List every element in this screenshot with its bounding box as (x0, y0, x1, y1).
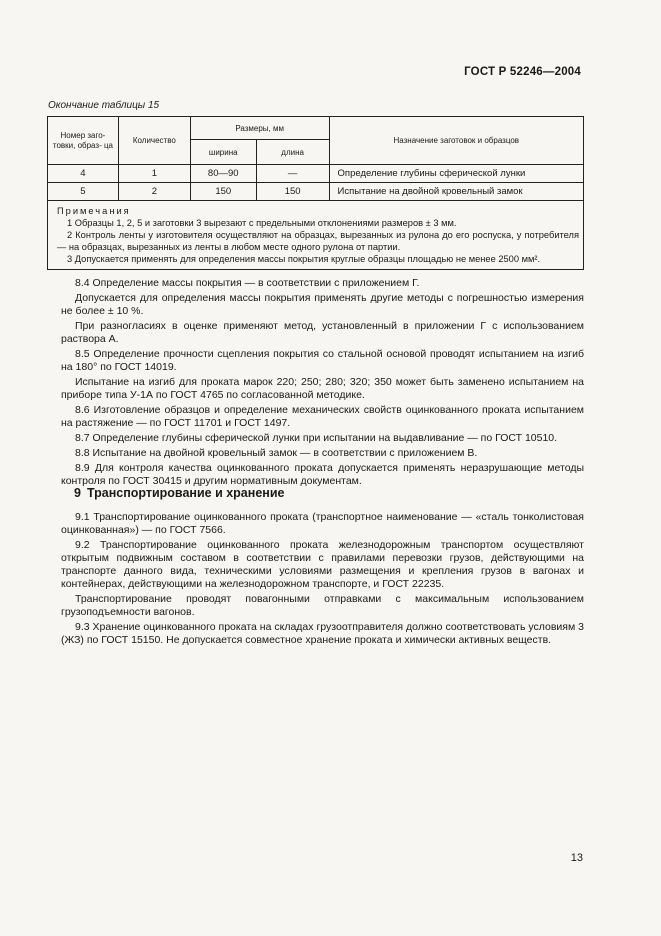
cell-length: 150 (256, 183, 329, 201)
paragraph: При разногласиях в оценке применяют метод, установленный в приложении Г с использованием раствора А. (61, 320, 584, 345)
paragraph: Испытание на изгиб для проката марок 220; 250; 280; 320; 350 может быть заменено испытанием на приборе типа У-1А по ГОСТ 4765 по согласованной методике. (61, 376, 584, 401)
notes-title: Примечания (57, 206, 131, 216)
paragraph: Допускается для определения массы покрытия применять другие методы с погрешностью измерения не более ± 10 %. (61, 292, 584, 317)
cell-width: 150 (190, 183, 256, 201)
paragraph: 8.6 Изготовление образцов и определение механических свойств оцинкованного проката испытанием на растяжение — по ГОСТ 11701 и ГОСТ 1497. (61, 404, 584, 429)
specimen-table (47, 116, 584, 270)
paragraph: 8.8 Испытание на двойной кровельный замок — в соответствии с приложением В. (75, 447, 478, 459)
paragraph: 8.7 Определение глубины сферической лунки при испытании на выдавливание — по ГОСТ 10510. (75, 432, 558, 444)
paragraph: 9.3 Хранение оцинкованного проката на складах грузоотправителя должно соответствовать условиям 3 (ЖЗ) по ГОСТ 15150. Не допускается совместное хранение проката и химически активных веществ. (61, 621, 584, 646)
note-item: 3 Допускается применять для определения массы покрытия круглые образцы площадью не менее 2500 мм². (67, 254, 541, 264)
table-notes (48, 201, 584, 270)
section-8-body (61, 277, 584, 490)
cell-quantity: 1 (118, 165, 190, 183)
paragraph: 9.2 Транспортирование оцинкованного проката железнодорожным транспортом осуществляют открытым подвижным составом в соответствии с правилами перевозки грузов, действующими на транспорте данного вида, техническими условиями размещения и крепления грузов в вагонах и контейнерах, действующими на железнодорожном транспорте, и ГОСТ 22235. (61, 539, 584, 590)
paragraph: 8.4 Определение массы покрытия — в соответствии с приложением Г. (75, 277, 420, 289)
header-number: Номер заго- товки, образ- ца (48, 117, 119, 165)
header-length: длина (256, 140, 329, 165)
table-caption: Окончание таблицы 15 (48, 100, 160, 111)
section-title-text: Транспортирование и хранение (86, 486, 285, 500)
cell-purpose: Определение глубины сферической лунки (329, 165, 583, 183)
paragraph: 8.9 Для контроля качества оцинкованного проката допускается применять неразрушающие методы контроля по ГОСТ 30415 и другим нормативным документам. (61, 462, 584, 487)
document-standard-header: ГОСТ Р 52246—2004 (464, 66, 581, 78)
cell-quantity: 2 (118, 183, 190, 201)
page-number: 13 (570, 852, 583, 864)
header-width: ширина (190, 140, 256, 165)
table-row (48, 165, 584, 183)
table-row (48, 183, 584, 201)
header-purpose: Назначение заготовок и образцов (329, 117, 583, 165)
header-quantity: Количество (118, 117, 190, 165)
cell-length: — (256, 165, 329, 183)
section-heading (74, 486, 284, 500)
note-item: 2 Контроль ленты у изготовителя осуществляют на образцах, вырезанных из рулона до его роспуска, у потребителя — на образцах, вырезанных из ленты в любом месте одного рулона от партии. (57, 230, 579, 252)
section-number: 9 (74, 486, 81, 500)
paragraph: 9.1 Транспортирование оцинкованного проката (транспортное наименование — «сталь тонколистовая оцинкованная») — по ГОСТ 7566. (61, 511, 584, 536)
cell-number: 4 (48, 165, 119, 183)
section-9-body (61, 511, 584, 649)
cell-purpose: Испытание на двойной кровельный замок (329, 183, 583, 201)
paragraph: Транспортирование проводят повагонными отправками с максимальным использованием грузоподъемности вагонов. (61, 593, 584, 618)
header-sizes: Размеры, мм (190, 117, 329, 140)
cell-width: 80—90 (190, 165, 256, 183)
cell-number: 5 (48, 183, 119, 201)
note-item: 1 Образцы 1, 2, 5 и заготовки 3 вырезают с предельными отклонениями размеров ± 3 мм. (67, 218, 457, 228)
paragraph: 8.5 Определение прочности сцепления покрытия со стальной основой проводят испытанием на изгиб на 180° по ГОСТ 14019. (61, 348, 584, 373)
